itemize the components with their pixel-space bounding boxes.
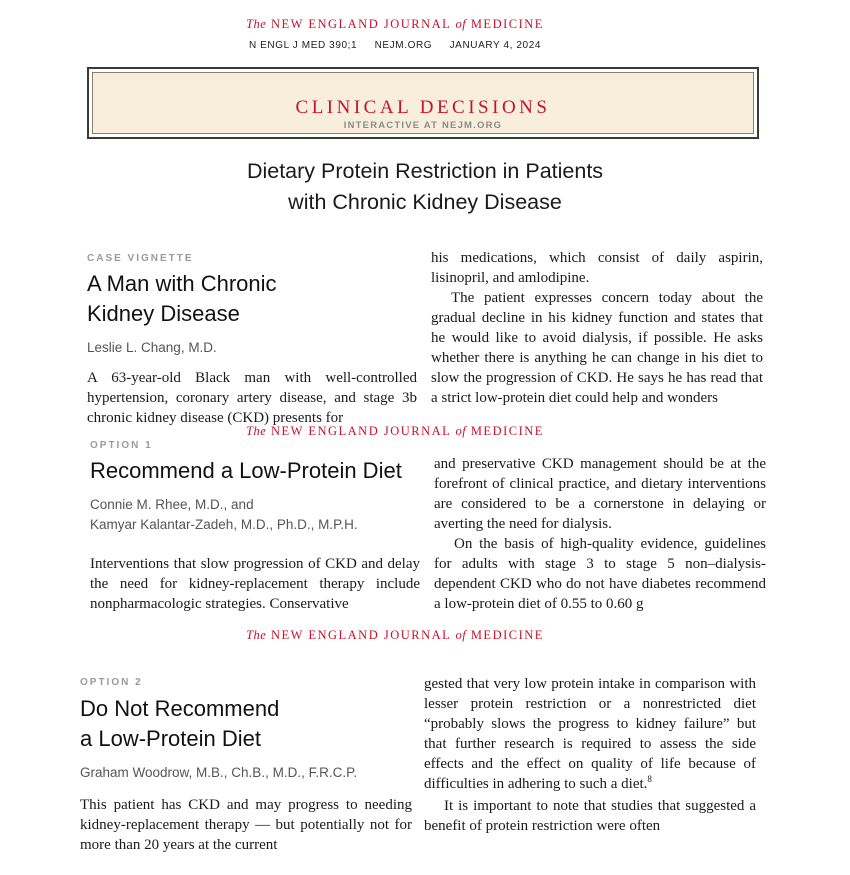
vignette-heading [87, 269, 417, 329]
article-title-line2: with Chronic Kidney Disease [288, 190, 562, 214]
masthead-name-b: MEDICINE [470, 17, 544, 31]
reference-superscript[interactable]: 8 [647, 774, 652, 784]
vignette-right-column [431, 248, 763, 408]
masthead-the: The [246, 424, 267, 438]
banner-subtitle: INTERACTIVE AT NEJM.ORG [343, 120, 503, 131]
vignette-left-column [87, 368, 417, 426]
masthead-the: The [246, 628, 267, 642]
vignette-left-paragraph: A 63-year-old Black man with well-controlled hypertension, coronary artery disease, and stage 3b chronic kidney disease (CKD) presents for [87, 370, 417, 426]
option1-right-paragraph-2: On the basis of high-quality evidence, guidelines for adults with stage 3 to stage 5 non–dialysis-dependent CKD who do not have diabetes recommend a low-protein diet of 0.55 to 0.60 g [434, 536, 766, 612]
option2-heading-line2: a Low-Protein Diet [80, 726, 261, 751]
vignette-heading-line1: A Man with Chronic [87, 271, 277, 296]
citation-site: NEJM.ORG [374, 40, 433, 51]
option2-author: Graham Woodrow, M.B., Ch.B., M.D., F.R.C.P. [80, 765, 358, 780]
banner-title: CLINICAL DECISIONS [295, 97, 551, 118]
option1-heading: Recommend a Low-Protein Diet [90, 458, 402, 483]
option2-kicker: OPTION 2 [80, 677, 143, 688]
journal-masthead [0, 17, 790, 32]
journal-masthead-2 [0, 424, 790, 439]
section-banner [87, 67, 759, 139]
option2-right-paragraph-2: It is important to note that studies that suggested a benefit of protein restriction were often [424, 798, 756, 834]
option2-right-paragraph-1-text: gested that very low protein intake in comparison with lesser protein restriction or a nonrestricted diet “probably slows the progress to kidney failure” but that further research is required to assess the side effects and the effect on quality of life because of difficulties in adhering to such a diet. [424, 676, 756, 792]
option2-left-paragraph: This patient has CKD and may progress to needing kidney-replacement therapy — but potentially not for more than 20 years at the current [80, 797, 412, 853]
option1-author-line2: Kamyar Kalantar-Zadeh, M.D., Ph.D., M.P.H. [90, 517, 358, 532]
option2-right-paragraph-1 [424, 674, 756, 794]
citation-issue: N ENGL J MED 390;1 [248, 40, 358, 51]
option1-kicker: OPTION 1 [90, 440, 153, 451]
option1-right-paragraph-1: and preservative CKD management should be at the forefront of clinical practice, and dietary interventions are considered to be a cornerstone in delaying or averting the need for dialysis. [434, 456, 766, 532]
masthead-of: of [455, 424, 467, 438]
vignette-kicker: CASE VIGNETTE [87, 253, 194, 264]
journal-masthead-3 [0, 628, 790, 643]
option1-right-column [434, 454, 766, 614]
masthead-name-b: MEDICINE [470, 628, 544, 642]
masthead-of: of [455, 628, 467, 642]
citation-line [0, 40, 790, 51]
masthead-name-a: NEW ENGLAND JOURNAL [270, 628, 451, 642]
option1-left-paragraph: Interventions that slow progression of CKD and delay the need for kidney-replacement therapy include nonpharmacologic strategies. Conservative [90, 556, 420, 612]
citation-date: JANUARY 4, 2024 [449, 40, 542, 51]
option2-heading [80, 694, 410, 754]
vignette-right-paragraph-1: his medications, which consist of daily aspirin, lisinopril, and amlodipine. [431, 250, 763, 286]
option1-authors [90, 495, 358, 535]
masthead-the: The [246, 17, 267, 31]
article-title-line1: Dietary Protein Restriction in Patients [246, 159, 604, 183]
vignette-heading-line2: Kidney Disease [87, 301, 240, 326]
banner-panel [92, 72, 754, 134]
option2-heading-line1: Do Not Recommend [80, 696, 280, 721]
masthead-name-a: NEW ENGLAND JOURNAL [270, 424, 451, 438]
masthead-name-b: MEDICINE [470, 424, 544, 438]
masthead-name-a: NEW ENGLAND JOURNAL [270, 17, 451, 31]
option2-right-column [424, 674, 756, 855]
masthead-of: of [455, 17, 467, 31]
article-title [0, 156, 850, 218]
vignette-right-paragraph-2: The patient expresses concern today about the gradual decline in his kidney function and states that he would like to avoid dialysis, if possible. He asks whether there is anything he can change in his diet to slow the progression of CKD. He says he has read that a strict low-protein diet could help and wonders [431, 290, 763, 406]
option1-left-column [90, 554, 420, 614]
option2-left-column [80, 795, 412, 855]
option1-author-line1: Connie M. Rhee, M.D., and [90, 497, 254, 512]
vignette-author: Leslie L. Chang, M.D. [87, 340, 217, 355]
